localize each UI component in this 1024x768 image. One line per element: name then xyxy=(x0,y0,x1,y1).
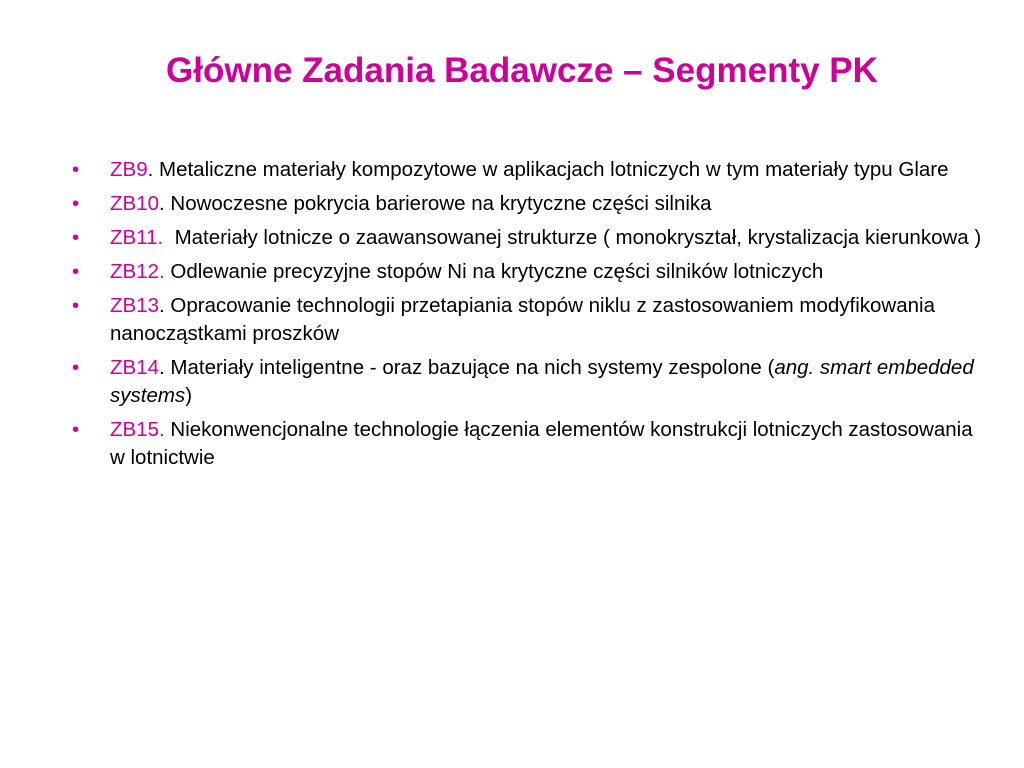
task-code: ZB13 xyxy=(110,294,159,317)
list-item-zb13 xyxy=(68,292,988,348)
task-description: . Materiały inteligentne - oraz bazujące na nich systemy zespolone ( xyxy=(159,356,775,379)
task-code: ZB14 xyxy=(110,356,159,379)
bullet-icon: • xyxy=(72,260,80,283)
task-description-italic: ang. smart embedded systems xyxy=(110,356,974,407)
task-code: ZB15. xyxy=(110,418,165,441)
task-description: Odlewanie precyzyjne stopów Ni na krytyczne części silników lotniczych xyxy=(164,260,824,283)
list-item-zb14 xyxy=(68,354,988,410)
list-item-zb10 xyxy=(68,190,988,218)
bullet-icon: • xyxy=(72,158,80,181)
bullet-icon: • xyxy=(72,294,80,317)
list-item-zb11 xyxy=(68,224,988,252)
task-code: ZB10 xyxy=(110,192,159,215)
task-description: Niekonwencjonalne technologie łączenia elementów konstrukcji lotniczych zastosowania w lotnictwie xyxy=(110,418,973,469)
bullet-icon: • xyxy=(72,356,80,379)
task-description: . Metaliczne materiały kompozytowe w aplikacjach lotniczych w tym materiały typu Glare xyxy=(147,158,949,181)
task-code: ZB9 xyxy=(110,158,148,181)
task-description: Materiały lotnicze o zaawansowanej strukturze ( monokryształ, krystalizacja kierunkowa ) xyxy=(163,226,982,249)
bullet-icon: • xyxy=(72,418,80,441)
task-description-closing: ) xyxy=(185,384,193,407)
bullet-list xyxy=(68,156,988,478)
task-description: . Nowoczesne pokrycia barierowe na krytyczne części silnika xyxy=(159,192,712,215)
list-item-zb15 xyxy=(68,416,988,472)
task-code: ZB12. xyxy=(110,260,165,283)
slide-title: Główne Zadania Badawcze – Segmenty PK xyxy=(166,51,878,90)
bullet-icon: • xyxy=(72,192,80,215)
bullet-icon: • xyxy=(72,226,80,249)
list-item-zb12 xyxy=(68,258,988,286)
task-description: . Opracowanie technologii przetapiania stopów niklu z zastosowaniem modyfikowania nanocząstkami proszków xyxy=(110,294,935,345)
list-item-zb9 xyxy=(68,156,988,184)
task-code: ZB11. xyxy=(110,226,164,249)
